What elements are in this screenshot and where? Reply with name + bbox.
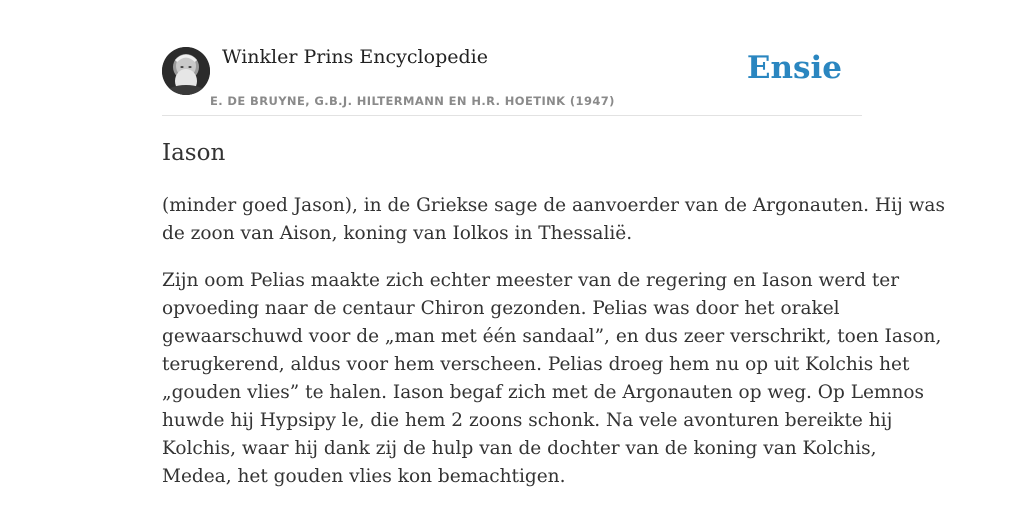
book-title[interactable]: Winkler Prins Encyclopedie — [222, 46, 488, 68]
entry-body — [162, 192, 945, 510]
entry-title: Iason — [162, 140, 226, 166]
text-line: terugkerend, aldus voor hem verscheen. Pelias droeg hem nu op uit Kolchis het — [162, 354, 910, 375]
page — [162, 0, 945, 512]
brand-logo[interactable]: Ensie — [746, 50, 842, 86]
text-line: opvoeding naar de centaur Chiron gezonden. Pelias was door het orakel — [162, 298, 840, 319]
book-authors: E. DE BRUYNE, G.B.J. HILTERMANN EN H.R. HOETINK (1947) — [210, 94, 615, 108]
text-line: Zijn oom Pelias maakte zich echter meester van de regering en Iason werd ter — [162, 270, 900, 291]
text-line: huwde hij Hypsipy le, die hem 2 zoons schonk. Na vele avonturen bereikte hij — [162, 410, 893, 431]
text-line: Medea, het gouden vlies kon bemachtigen. — [162, 466, 566, 487]
text-line: Kolchis, waar hij dank zij de hulp van de dochter van de koning van Kolchis, — [162, 438, 877, 459]
author-portrait-icon — [162, 47, 210, 95]
author-avatar[interactable] — [162, 47, 210, 95]
header — [162, 0, 862, 116]
text-line: de zoon van Aison, koning van Iolkos in Thessalië. — [162, 223, 633, 244]
entry-paragraph — [162, 267, 942, 491]
text-line: „gouden vlies” te halen. Iason begaf zich met de Argonauten op weg. Op Lemnos — [162, 382, 925, 403]
entry-paragraph — [162, 192, 945, 248]
text-line: (minder goed Jason), in de Griekse sage de aanvoerder van de Argonauten. Hij was — [162, 195, 945, 216]
text-line: gewaarschuwd voor de „man met één sandaal”, en dus zeer verschrikt, toen Iason, — [162, 326, 942, 347]
